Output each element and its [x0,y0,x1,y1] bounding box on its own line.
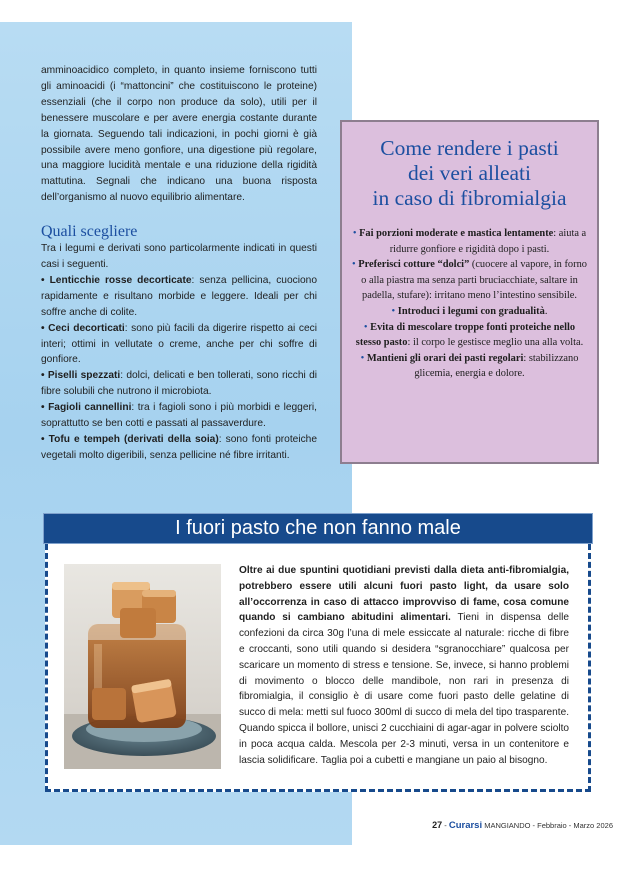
tip-bold: Fai porzioni moderate e mastica lentamente [359,228,554,239]
tip-rest: . [544,305,548,317]
snack-text [239,563,569,768]
section-intro: Tra i legumi e derivati sono particolarmente indicati in questi casi i seguenti. [41,243,317,270]
tip-bold: Evita di mescolare troppe fonti proteiche nello stesso pasto [355,321,576,349]
list-item [41,432,317,464]
tips-title-line: Come rendere i pasti [380,136,559,160]
list-item [41,368,317,400]
item-text: : senza pellicina, cuociono rapidamente e risultano morbide e leggere. Ideali per chi soffre anche di colite. [41,274,317,318]
item-label: • Tofu e tempeh (derivati della soia) [41,433,219,445]
item-label: • Lenticchie rosse decorticate [41,274,192,286]
bullet-icon: • [363,321,371,333]
bullet-icon: • [360,352,367,364]
brand-name: Curarsi [448,820,483,831]
list-item [41,273,317,321]
left-column [41,63,317,464]
item-label: • Piselli spezzati [41,370,121,382]
tip-item [350,257,589,304]
footer-separator: - [442,821,449,830]
page-footer [423,820,613,831]
tip-bold: Mantieni gli orari dei pasti regolari [366,352,524,364]
tip-item [350,351,589,382]
bullet-icon: • [352,228,360,239]
tips-box [340,120,599,464]
snack-body: Tieni in dispensa delle confezioni da circa 30g l’una di mele essiccate al naturale: ricche di fibre e croccanti, sono utili quando si desidera “sgranocchiare” qualcosa per scaricare un momento di stress e tensione. Se, invece, si hanno problemi di movimento o blocco delle mandibole, non rari in presenza di fibromialgia, il consiglio è di usare come fuori pasto delle gelatine di succo di mela: metti sul fuoco 300ml di succo di mela del tipo trasparente. Quando spicca il bollore, unisci 2 cucchiaini di agar-agar in polvere sciolto in poca acqua calda. Mescola per 2-3 minuti, versa in un contenitore e lascia solidificare. Taglia poi a cubetti e mangiane un paio al bisogno. [239,612,570,766]
bullet-icon: • [391,305,398,317]
page-number: 27 [432,820,443,830]
item-text: : sono fonti proteiche vegetali molto digeribili, senza pellicine né fibre irritanti. [41,433,318,461]
tips-title-line: in caso di fibromialgia [372,186,567,210]
tips-list [350,226,589,382]
bullet-icon: • [352,259,359,271]
intro-paragraph: amminoacidico completo, in quanto insieme forniscono tutti gli aminoacidi (i “mattoncini” che costituiscono le proteine) essenziali (che il corpo non produce da solo), utili per il benessere muscolare e per avere energia costante durante la giornata. Seguendo tali indicazioni, in pochi giorni è già possibile avere meno gonfiore, una digestione più regolare, una maggiore lucidità mentale e una riduzione della rigidità mattutina. Segnali che indicano una buona risposta dell’organismo al nuovo equilibrio alimentare. [41,65,317,204]
item-text: : tra i fagioli sono i più morbidi e leggeri, soprattutto se ben cotti e passati al passaverdure. [41,402,317,430]
item-label: • Ceci decorticati [41,322,125,334]
tip-bold: Introduci i legumi con gradualità [397,305,545,317]
tip-item [350,304,589,320]
tip-bold: Preferisci cotture “dolci” [358,259,470,271]
item-label: • Fagioli cannellini [41,402,132,414]
section-title: Quali scegliere [41,223,138,241]
tip-item [350,226,589,257]
item-text: : sono più facili da digerire rispetto ai ceci interi; ottimi in vellutate o creme, anche per chi soffre di gonfiore. [41,322,317,366]
snack-paragraph [239,563,569,768]
tip-rest: (cuocere al vapore, in forno o alla piastra ma senza parti bruciacchiate, saltare in padella, stufare): irritano meno l’intestino sensibile. [361,259,587,302]
issue-info: MANGIANDO - Febbraio - Marzo 2026 [484,821,613,830]
snack-lead: Oltre ai due spuntini quotidiani previsti dalla dieta anti-fibromialgia, potrebbero essere utili alcuni fuori pasto light, da usare solo all’occorrenza in caso di attacco improvviso di fame, cosa comune quando si cambiano abitudini alimentari. [239,565,569,624]
tip-item [350,320,589,351]
tip-rest: : stabilizzano glicemia, energia e dolore. [414,352,579,380]
apple-jelly-photo [64,564,221,769]
tip-rest: : aiuta a ridurre gonfiore e rigidità dopo i pasti. [389,228,587,255]
snack-section-title: I fuori pasto che non fanno male [43,513,593,544]
list-item [41,321,317,369]
tips-title [342,136,597,211]
tips-title-line: dei veri alleati [408,161,531,185]
tip-rest: : il corpo le gestisce meglio una alla volta. [407,337,584,349]
item-text: : dolci, delicati e ben tollerati, sono ricchi di fibre solubili che nutrono il microbiota. [41,370,317,398]
list-item [41,400,317,432]
